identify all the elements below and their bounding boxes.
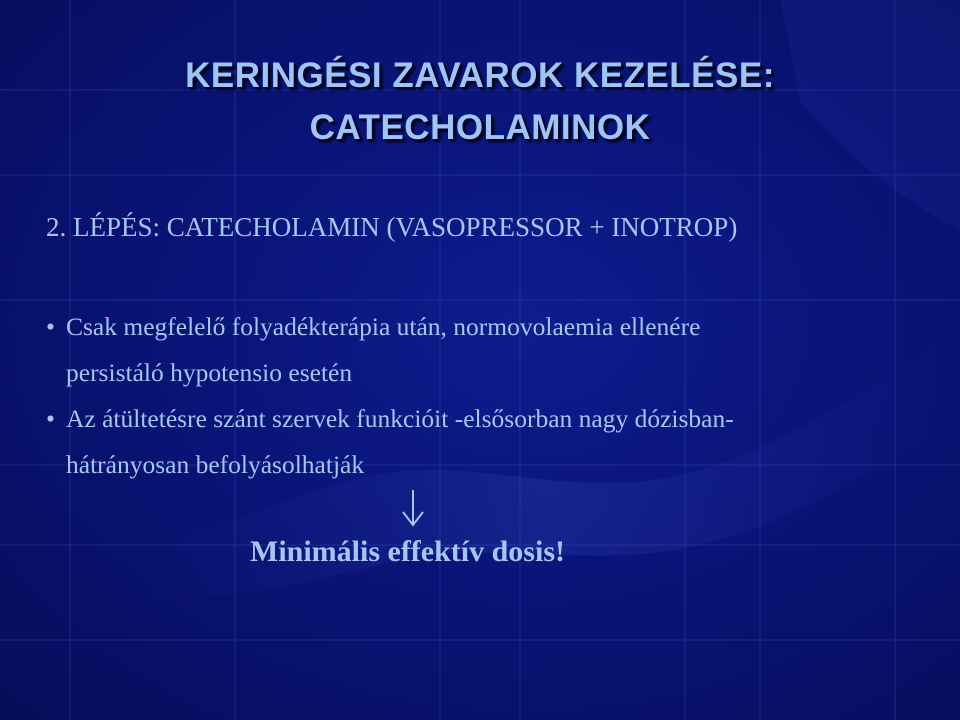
bullet-text-line: hátrányosan befolyásolhatják [66, 450, 365, 479]
title-line-2: CATECHOLAMINOK [309, 108, 651, 147]
bullet-list [46, 304, 946, 488]
bullet-item-1 [46, 304, 946, 396]
bullet-marker: • [46, 312, 55, 341]
bullet-item-2 [46, 396, 946, 488]
conclusion-text: Minimális effektív dosis! [250, 535, 565, 568]
step-heading: 2. LÉPÉS: CATECHOLAMIN (VASOPRESSOR + INOTROP) [46, 212, 738, 242]
bullet-marker: • [46, 404, 55, 433]
bullet-text-line: Az átültetésre szánt szervek funkcióit -elsősorban nagy dózisban- [66, 404, 734, 433]
bullet-text-line: persistáló hypotensio esetén [66, 358, 353, 387]
slide-title [0, 50, 960, 154]
title-line-1: KERINGÉSI ZAVAROK KEZELÉSE: [185, 56, 775, 95]
down-arrow-icon [398, 488, 428, 528]
bullet-text-line: Csak megfelelő folyadékterápia után, normovolaemia ellenére [66, 312, 701, 341]
